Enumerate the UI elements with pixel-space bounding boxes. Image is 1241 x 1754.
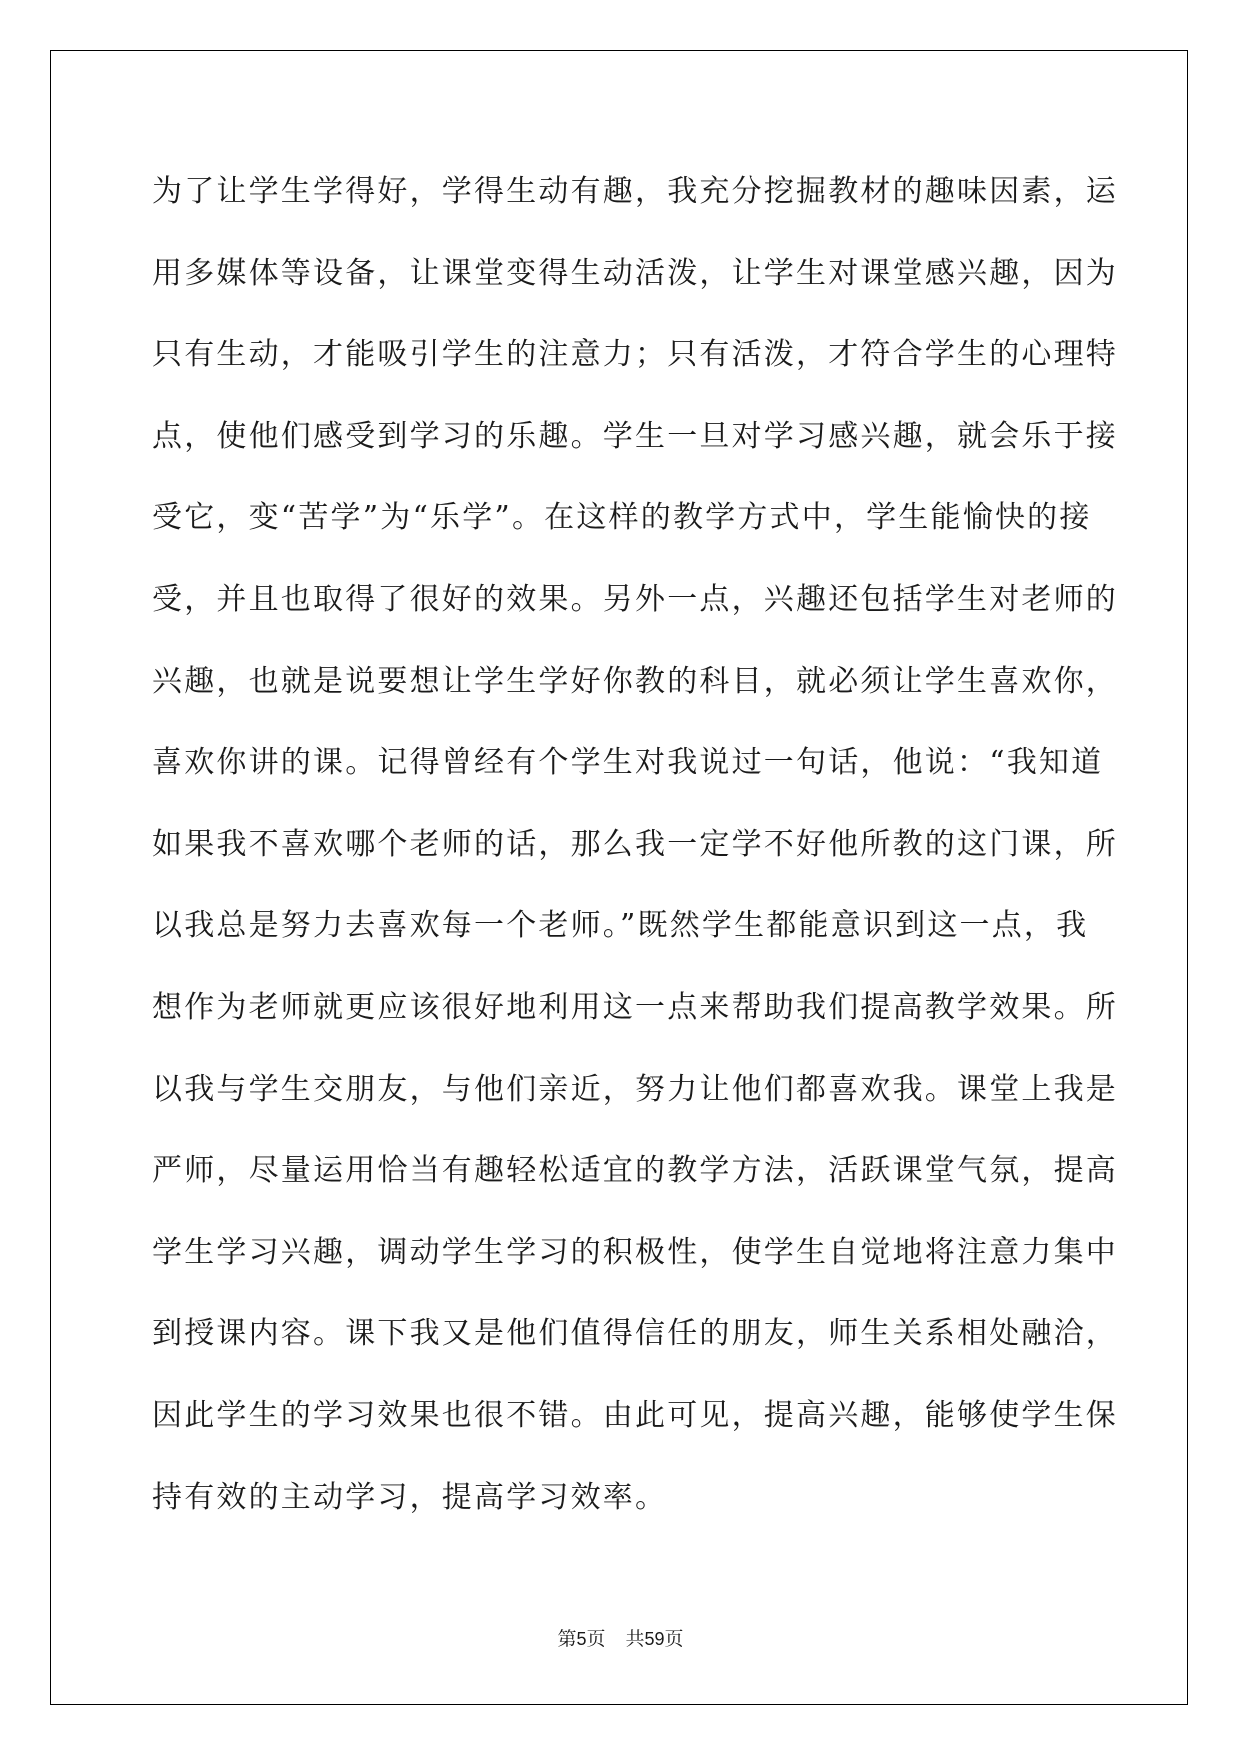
text-line: 用多媒体等设备，让课堂变得生动活泼，让学生对课堂感兴趣，因为 — [152, 255, 1118, 291]
text-line: 以我总是努力去喜欢每一个老师。”既然学生都能意识到这一点，我 — [152, 908, 1089, 944]
text-line: 为了让学生学得好，学得生动有趣，我充分挖掘教材的趣味因素，运 — [152, 174, 1118, 209]
text-line: 持有效的主动学习，提高学习效率。 — [152, 1479, 668, 1515]
total-suffix: 页 — [664, 1629, 684, 1650]
page-footer — [0, 1624, 1241, 1651]
text-line: 兴趣，也就是说要想让学生学好你教的科目，就必须让学生喜欢你， — [152, 663, 1118, 699]
text-line: 到授课内容。课下我又是他们值得信任的朋友，师生关系相处融洽， — [152, 1316, 1118, 1352]
body-text — [152, 166, 1118, 1553]
text-line: 严师，尽量运用恰当有趣轻松适宜的教学方法，活跃课堂气氛，提高 — [152, 1153, 1118, 1189]
text-line: 学生学习兴趣，调动学生学习的积极性，使学生自觉地将注意力集中 — [152, 1234, 1118, 1270]
text-line: 只有生动，才能吸引学生的注意力；只有活泼，才符合学生的心理特 — [152, 337, 1118, 373]
page-prefix: 第 — [557, 1629, 577, 1650]
page-total: 59 — [644, 1629, 665, 1649]
page-number-label — [557, 1629, 605, 1650]
text-line: 想作为老师就更应该很好地利用这一点来帮助我们提高教学效果。所 — [152, 989, 1118, 1025]
total-prefix: 共 — [625, 1629, 645, 1650]
page-current: 5 — [576, 1629, 587, 1649]
text-line: 如果我不喜欢哪个老师的话，那么我一定学不好他所教的这门课，所 — [152, 826, 1118, 862]
text-line: 喜欢你讲的课。记得曾经有个学生对我说过一句话，他说：“我知道 — [152, 745, 1104, 781]
text-line: 点，使他们感受到学习的乐趣。学生一旦对学习感兴趣，就会乐于接 — [152, 418, 1118, 454]
page-suffix: 页 — [586, 1629, 606, 1650]
text-line: 受它，变“苦学”为“乐学”。在这样的教学方式中，学生能愉快的接 — [152, 500, 1092, 536]
page-total-label — [625, 1629, 683, 1650]
text-line: 因此学生的学习效果也很不错。由此可见，提高兴趣，能够使学生保 — [152, 1397, 1118, 1433]
text-line: 以我与学生交朋友，与他们亲近，努力让他们都喜欢我。课堂上我是 — [152, 1071, 1118, 1107]
text-line: 受，并且也取得了很好的效果。另外一点，兴趣还包括学生对老师的 — [152, 581, 1118, 617]
